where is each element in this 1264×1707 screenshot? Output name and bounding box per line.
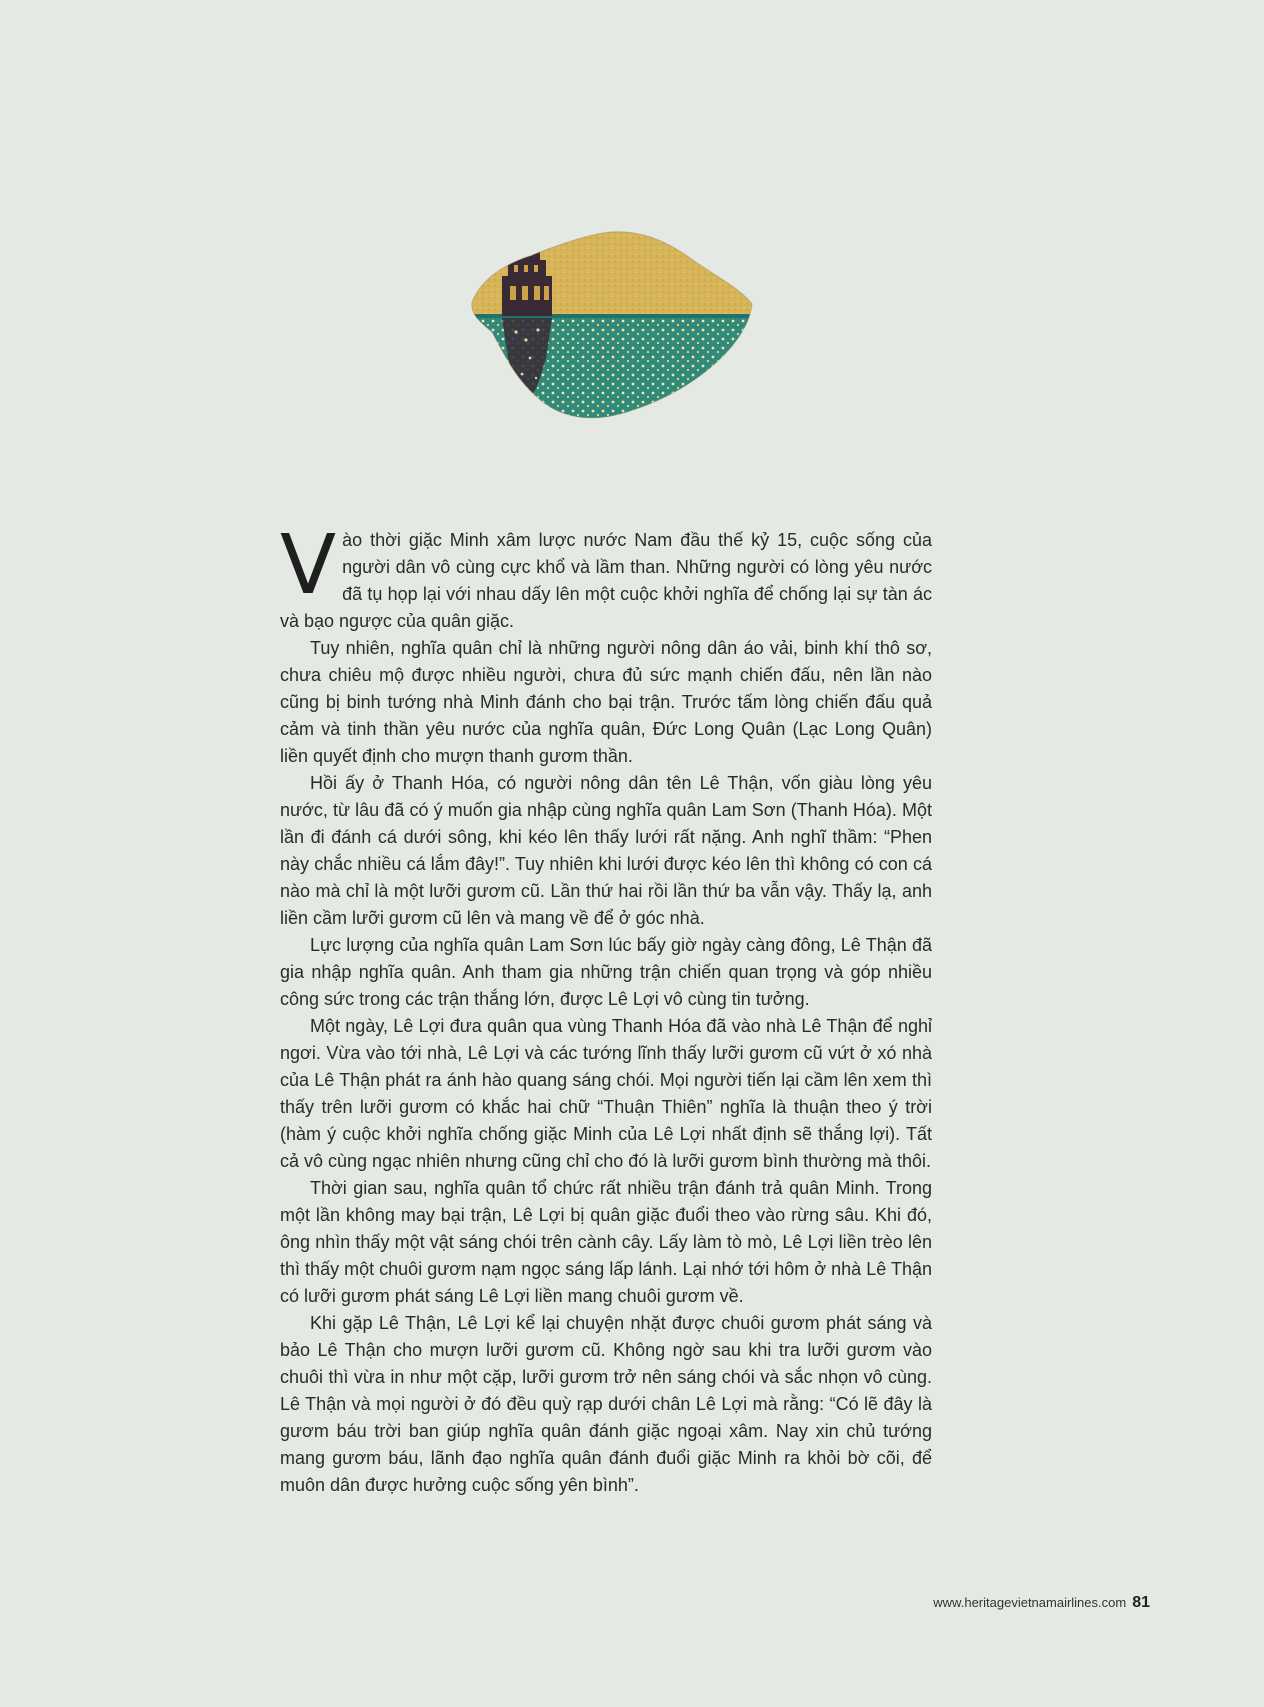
article-body [280,518,932,1499]
article-paragraph: Tuy nhiên, nghĩa quân chỉ là những người nông dân áo vải, binh khí thô sơ, chưa chiêu mộ được nhiều người, chưa đủ sức mạnh chiến đấu, nên lần nào cũng bị binh tướng nhà Minh đánh cho bại trận. Trước tấm lòng chiến đấu quả cảm và tinh thần yêu nước của nghĩa quân, Đức Long Quân (Lạc Long Quân) liền quyết định cho mượn thanh gươm thần. [280,638,932,766]
article-paragraph: Khi gặp Lê Thận, Lê Lợi kể lại chuyện nhặt được chuôi gươm phát sáng và bảo Lê Thận cho mượn lưỡi gươm cũ. Không ngờ sau khi tra lưỡi gươm vào chuôi thì vừa in như một cặp, lưỡi gươm trở nên sáng chói và sắc nhọn vô cùng. Lê Thận và mọi người ở đó đều quỳ rạp dưới chân Lê Lợi mà rằng: “Có lẽ đây là gươm báu trời ban giúp nghĩa quân đánh giặc ngoại xâm. Nay xin chủ tướng mang gươm báu, lãnh đạo nghĩa quân đánh đuổi giặc Minh ra khỏi bờ cõi, để muôn dân được hưởng cuộc sống yên bình”. [280,1313,932,1495]
article-paragraph [280,518,932,635]
paragraph-text: ào thời giặc Minh xâm lược nước Nam đầu thế kỷ 15, cuộc sống của người dân vô cùng cực khổ và lầm than. Những người có lòng yêu nước đã tụ họp lại với nhau dấy lên một cuộc khởi nghĩa để chống lại sự tàn ác và bạo ngược của quân giặc. [280,530,932,631]
article-paragraph: Hồi ấy ở Thanh Hóa, có người nông dân tên Lê Thận, vốn giàu lòng yêu nước, từ lâu đã có ý muốn gia nhập cùng nghĩa quân Lam Sơn (Thanh Hóa). Một lần đi đánh cá dưới sông, khi kéo lên thấy lưới rất nặng. Anh nghĩ thầm: “Phen này chắc nhiều cá lắm đây!”. Tuy nhiên khi lưới được kéo lên thì không có con cá nào mà chỉ là một lưỡi gươm cũ. Lần thứ hai rồi lần thứ ba vẫn vậy. Thấy lạ, anh liền cầm lưỡi gươm cũ lên và mang về để ở góc nhà. [280,773,932,928]
website-link[interactable]: www.heritagevietnamairlines.com [933,1595,1127,1610]
article-paragraph: Thời gian sau, nghĩa quân tổ chức rất nhiều trận đánh trả quân Minh. Trong một lần không may bại trận, Lê Lợi bị quân giặc đuổi theo vào rừng sâu. Khi đó, ông nhìn thấy một vật sáng chói trên cành cây. Lấy làm tò mò, Lê Lợi liền trèo lên thì thấy một chuôi gươm nạm ngọc sáng lấp lánh. Lại nhớ tới hôm ở nhà Lê Thận có lưỡi gươm phát sáng Lê Lợi liền mang chuôi gươm về. [280,1178,932,1306]
page-footer [933,1594,1150,1612]
drop-cap: V [280,518,337,613]
article-paragraph: Lực lượng của nghĩa quân Lam Sơn lúc bấy giờ ngày càng đông, Lê Thận đã gia nhập nghĩa quân. Anh tham gia những trận chiến quan trọng và góp nhiều công sức trong các trận thắng lớn, được Lê Lợi vô cùng tin tưởng. [280,935,932,1009]
turtle-tower-illustration [460,228,760,428]
page-number: 81 [1132,1594,1150,1611]
article-paragraph: Một ngày, Lê Lợi đưa quân qua vùng Thanh Hóa đã vào nhà Lê Thận để nghỉ ngơi. Vừa vào tới nhà, Lê Lợi và các tướng lĩnh thấy lưỡi gươm cũ vứt ở xó nhà của Lê Thận phát ra ánh hào quang sáng chói. Mọi người tiến lại cầm lên xem thì thấy trên lưỡi gươm có khắc hai chữ “Thuận Thiên” nghĩa là thuận theo ý trời (hàm ý cuộc khởi nghĩa chống giặc Minh của Lê Lợi nhất định sẽ thắng lợi). Tất cả vô cùng ngạc nhiên nhưng cũng chỉ cho đó là lưỡi gươm bình thường mà thôi. [280,1016,932,1171]
